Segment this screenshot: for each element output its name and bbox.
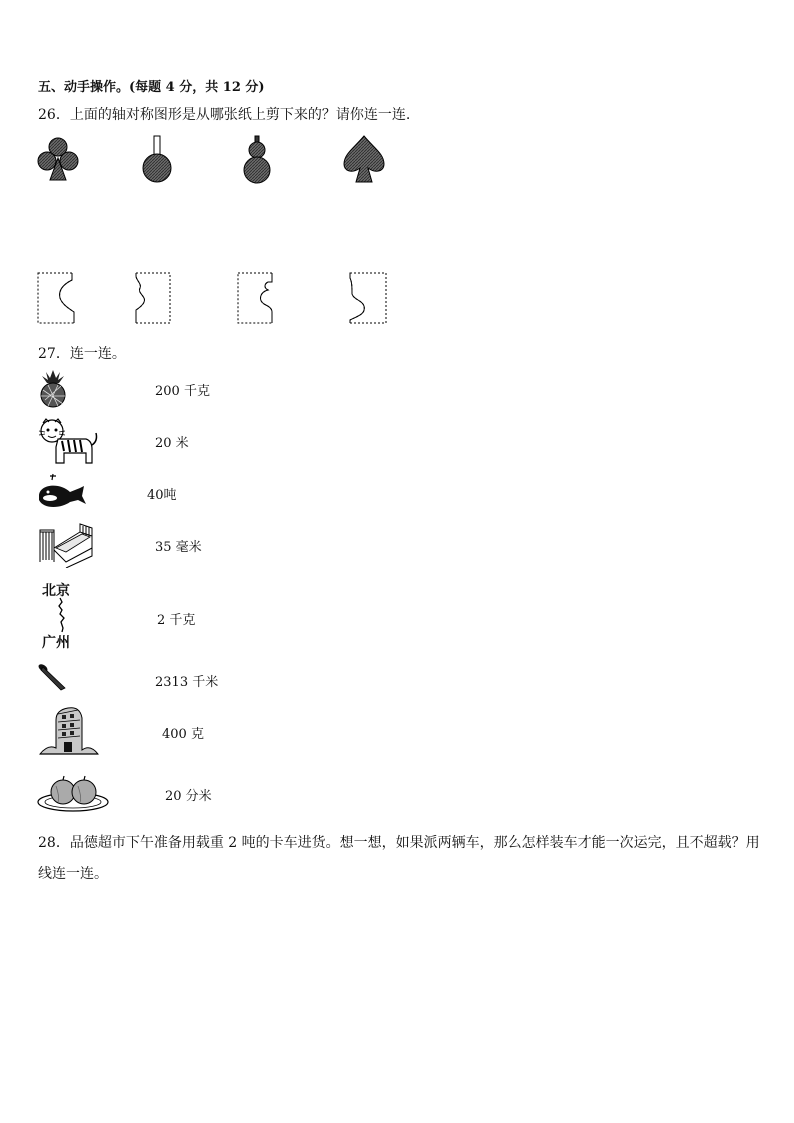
item-label-6: 2313 千米 <box>155 675 219 690</box>
question-26-text: 26．上面的轴对称图形是从哪张纸上剪下来的？请你连一连. <box>38 107 411 123</box>
item-label-5: 2 千克 <box>157 613 196 628</box>
tiger-icon <box>38 417 100 467</box>
question-28-text-line2: 线连一连。 <box>38 866 108 882</box>
nail-icon <box>38 662 68 692</box>
item-label-4: 35 毫米 <box>155 540 202 555</box>
question-27-text: 27．连一连。 <box>38 346 126 362</box>
paper-right-cut <box>130 270 174 326</box>
gourd-icon <box>240 134 276 186</box>
item-label-1: 200 千克 <box>155 384 210 399</box>
beijing-guangzhou-map-icon <box>42 596 82 634</box>
question-28-text-line1: 28．品德超市下午准备用载重 2 吨的卡车进货。想一想，如果派两辆车，那么怎样装车才能一次运完，且不超载？用 <box>38 835 760 851</box>
apple-plate-icon <box>36 772 110 814</box>
spade-icon <box>340 134 388 186</box>
ladle-icon <box>140 134 176 184</box>
paper-left-cut-2 <box>234 270 278 326</box>
club-icon <box>36 134 80 184</box>
map-label-guangzhou: 广州 <box>42 635 70 651</box>
pineapple-icon <box>36 368 70 408</box>
item-label-8: 20 分米 <box>165 789 212 804</box>
map-label-beijing: 北京 <box>42 583 70 599</box>
item-label-2: 20 米 <box>155 436 189 451</box>
bed-icon <box>36 520 94 568</box>
item-label-3: 40吨 <box>147 488 177 503</box>
building-icon <box>38 700 100 758</box>
section-title: 五、动手操作。(每题 4 分，共 12 分) <box>38 80 265 95</box>
whale-icon <box>36 472 88 512</box>
item-label-7: 400 克 <box>162 727 204 742</box>
paper-left-cut <box>34 270 78 326</box>
paper-right-cut-2 <box>344 270 392 326</box>
